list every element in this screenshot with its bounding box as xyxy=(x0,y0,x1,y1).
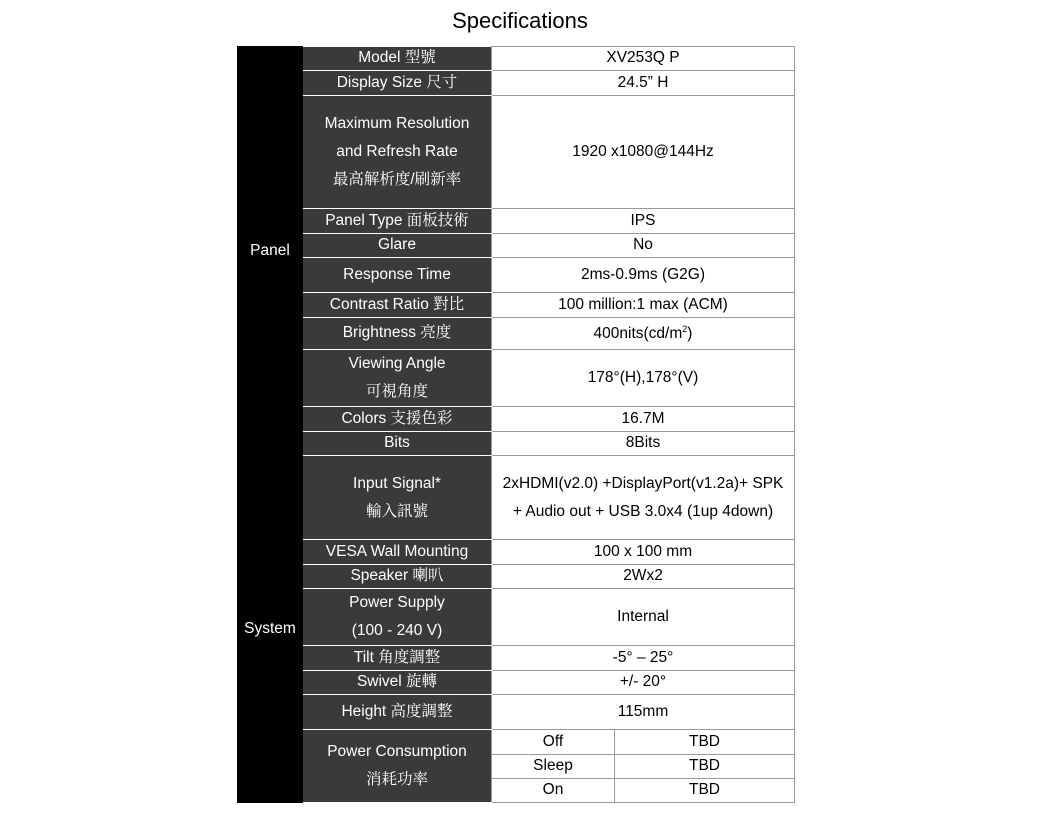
spec-label-line: 可視角度 xyxy=(365,383,428,400)
spec-label-speaker: Speaker 喇叭 xyxy=(303,565,492,589)
spec-label-model: Model 型號 xyxy=(303,47,492,71)
page-title: Specifications xyxy=(452,8,588,33)
table-row xyxy=(238,258,795,293)
spec-value-power-supply: Internal xyxy=(492,589,795,646)
spec-label-colors: Colors 支援色彩 xyxy=(303,407,492,432)
spec-label-input-signal xyxy=(303,456,492,540)
table-row xyxy=(238,293,795,318)
spec-label-contrast-ratio: Contrast Ratio 對比 xyxy=(303,293,492,318)
spec-value-model: XV253Q P xyxy=(492,47,795,71)
spec-label-line: 輸入訊號 xyxy=(365,502,428,520)
table-row xyxy=(238,589,795,646)
table-row xyxy=(238,350,795,407)
table-row xyxy=(238,47,795,71)
brightness-value-superscript: 2 xyxy=(682,323,688,334)
spec-label-line: and Refresh Rate xyxy=(336,143,458,160)
spec-label-line: 最高解析度/刷新率 xyxy=(332,171,462,188)
spec-value-max-resolution: 1920 x1080@144Hz xyxy=(492,96,795,209)
spec-label-max-resolution xyxy=(303,96,492,209)
brightness-value-close: ) xyxy=(687,324,693,342)
brightness-value-text: 400nits(cd/m xyxy=(593,324,683,342)
power-value-on: TBD xyxy=(615,779,795,803)
spec-label-display-size: Display Size 尺寸 xyxy=(303,71,492,96)
table-row xyxy=(238,695,795,730)
spec-value-bits: 8Bits xyxy=(492,432,795,456)
table-row xyxy=(238,407,795,432)
power-mode-off: Off xyxy=(492,730,615,755)
spec-label-bits: Bits xyxy=(303,432,492,456)
table-row xyxy=(238,646,795,671)
spec-value-contrast-ratio: 100 million:1 max (ACM) xyxy=(492,293,795,318)
spec-value-glare: No xyxy=(492,234,795,258)
spec-value-line: 2xHDMI(v2.0) +DisplayPort(v1.2a)+ SPK xyxy=(502,474,784,492)
spec-label-line: Power Consumption xyxy=(327,743,467,760)
spec-value-colors: 16.7M xyxy=(492,407,795,432)
category-system: System xyxy=(238,456,303,803)
spec-value-display-size: 24.5” H xyxy=(492,71,795,96)
spec-label-line: Maximum Resolution xyxy=(324,115,470,132)
spec-label-vesa: VESA Wall Mounting xyxy=(303,540,492,565)
table-row xyxy=(238,730,795,755)
table-row xyxy=(238,540,795,565)
spec-value-tilt: -5° – 25° xyxy=(492,646,795,671)
spec-label-line: Viewing Angle xyxy=(348,355,446,372)
table-row xyxy=(238,71,795,96)
category-panel: Panel xyxy=(238,47,303,456)
spec-label-brightness: Brightness 亮度 xyxy=(303,318,492,350)
power-value-sleep: TBD xyxy=(615,755,795,779)
spec-label-swivel: Swivel 旋轉 xyxy=(303,671,492,695)
table-row xyxy=(238,671,795,695)
spec-value-input-signal xyxy=(492,456,795,540)
spec-label-line: (100 - 240 V) xyxy=(351,622,443,639)
spec-label-line: Input Signal* xyxy=(353,474,441,492)
spec-label-panel-type: Panel Type 面板技術 xyxy=(303,209,492,234)
table-row xyxy=(238,456,795,540)
spec-value-line: + Audio out + USB 3.0x4 (1up 4down) xyxy=(512,502,774,520)
spec-value-vesa: 100 x 100 mm xyxy=(492,540,795,565)
spec-table xyxy=(237,46,795,803)
spec-value-speaker: 2Wx2 xyxy=(492,565,795,589)
spec-value-height: 115mm xyxy=(492,695,795,730)
spec-label-power-supply xyxy=(303,589,492,646)
spec-label-glare: Glare xyxy=(303,234,492,258)
spec-value-panel-type: IPS xyxy=(492,209,795,234)
spec-value-brightness xyxy=(492,318,795,350)
spec-label-tilt: Tilt 角度調整 xyxy=(303,646,492,671)
power-mode-on: On xyxy=(492,779,615,803)
table-row xyxy=(238,318,795,350)
spec-label-line: Power Supply xyxy=(349,594,445,611)
table-row xyxy=(238,96,795,209)
spec-value-response-time: 2ms-0.9ms (G2G) xyxy=(492,258,795,293)
spec-value-swivel: +/- 20° xyxy=(492,671,795,695)
table-row xyxy=(238,565,795,589)
spec-label-height: Height 高度調整 xyxy=(303,695,492,730)
power-mode-sleep: Sleep xyxy=(492,755,615,779)
table-row xyxy=(238,234,795,258)
spec-label-power-consumption xyxy=(303,730,492,803)
power-value-off: TBD xyxy=(615,730,795,755)
spec-value-viewing-angle: 178°(H),178°(V) xyxy=(492,350,795,407)
spec-label-line: 消耗功率 xyxy=(365,771,428,788)
spec-label-response-time: Response Time xyxy=(303,258,492,293)
spec-label-viewing-angle xyxy=(303,350,492,407)
table-row xyxy=(238,209,795,234)
table-row xyxy=(238,432,795,456)
